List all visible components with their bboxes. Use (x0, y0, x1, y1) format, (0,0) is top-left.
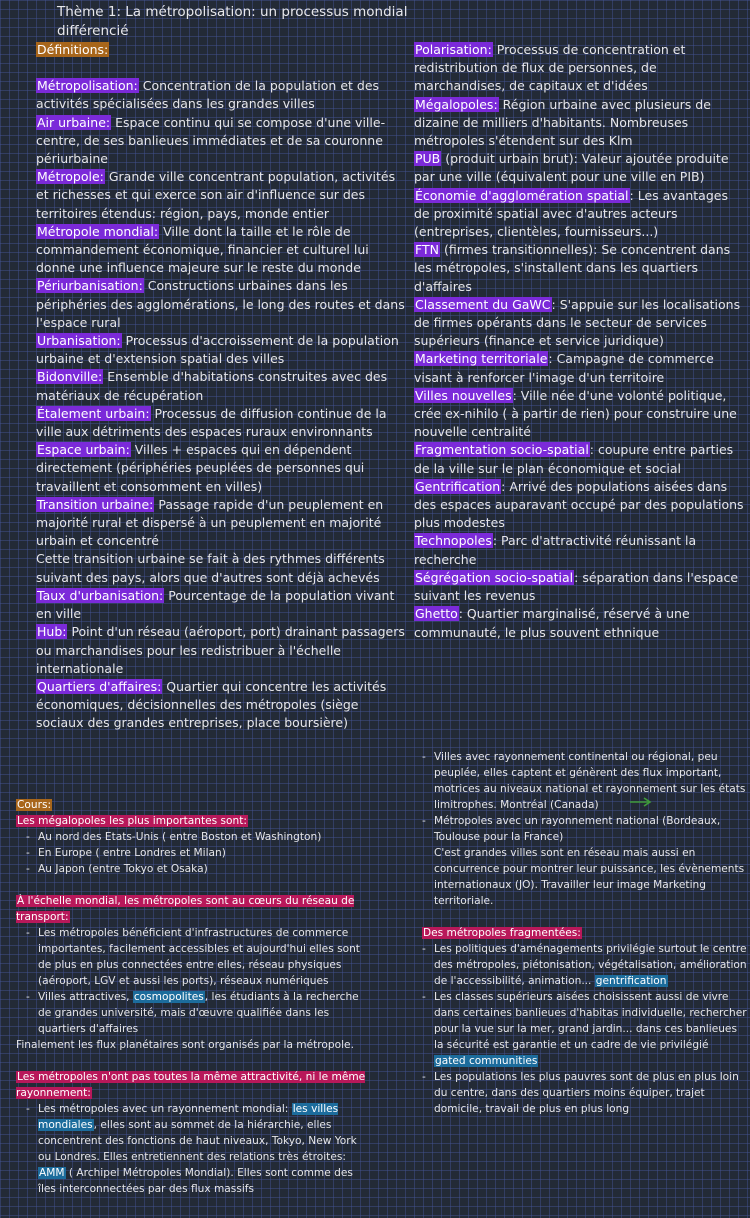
definition-item (414, 241, 746, 296)
definition-text: Espace continu qui se compose d'une ville-centre, de ses banlieues immédiates et de sa couronne périurbaine (36, 114, 386, 167)
definition-item (36, 77, 406, 113)
definition-text: : S'appuie sur les localisations de firmes opérants dans le secteur de services supérieurs (finance et service juridique) (414, 296, 741, 349)
definitions-label-text: Définitions: (37, 42, 109, 57)
definition-term: Technopoles (415, 533, 492, 549)
definition-text: : séparation dans l'espace suivant les revenus (414, 569, 739, 604)
keyword-cosmopolites: cosmopolites (133, 991, 204, 1003)
definition-text: (produit urbain brut): Valeur ajoutée produite par une ville (équivalent pour une ville en PIB) (414, 151, 729, 185)
definition-term: Fragmentation socio-spatial (415, 442, 589, 458)
definition-item (414, 569, 746, 605)
definition-text: : coupure entre parties de la ville sur le plan économique et social (414, 442, 734, 476)
list-item: - En Europe ( entre Londres et Milan) (16, 845, 371, 861)
definition-term: Classement du GaWC (415, 296, 551, 312)
definition-term: Bidonville: (37, 369, 103, 385)
definition-item (36, 332, 406, 368)
definition-item (36, 223, 406, 278)
definitions-right-column (414, 41, 746, 642)
list-item: - Villes avec rayonnement continental ou régional, peu peuplée, elles captent et génèrent des flux important, motrices au niveaux national et rayonnement sur les états limitrophes. Montréal (Canada) (412, 749, 748, 813)
definition-item (36, 114, 406, 169)
definition-term: Métropole mondial: (37, 223, 159, 239)
definition-text: Processus de concentration et redistribution de flux de personnes, de marchandises, de capitaux et d'idées (414, 42, 686, 94)
right-arrow-icon (630, 797, 654, 807)
definition-term: Espace urbain: (37, 442, 130, 458)
definition-text: : Quartier marginalisé, réservé à une communauté, le plus souvent ethnique (414, 606, 690, 640)
keyword-gentrification: gentrification (595, 975, 667, 987)
text-segment: Métropoles avec un rayonnement national (Bordeaux, Toulouse pour la France) (434, 815, 721, 843)
definition-item (36, 168, 406, 223)
list-item: - Au nord des Etats-Unis ( entre Boston et Washington) (16, 829, 371, 845)
list-item (412, 941, 748, 989)
definition-text: Ensemble d'habitations construites avec des matériaux de récupération (36, 369, 388, 403)
definition-text: Région urbaine avec plusieurs de dizaine de milliers d'habitants. Nombreuses métropoles s'étendent sur des Klm (414, 96, 711, 149)
definition-text: Point d'un réseau (aéroport, port) drainant passagers ou marchandises pour les redistribuer à l'échelle internationale (36, 624, 405, 676)
megalopoles-heading-text: Les mégalopoles les plus importantes sont: (17, 815, 247, 827)
definition-term: PUB (415, 151, 441, 167)
definition-term: Métropole: (37, 169, 104, 185)
text-segment: , les étudiants à la recherche de grandes université, mais d'œuvre qualifiée dans les quartiers d'affaires (38, 991, 359, 1035)
definition-text: Constructions urbaines dans les périphéries des agglomérations, le long des routes et dans l'espace rural (36, 278, 405, 330)
definition-text: Pourcentage de la population vivant en ville (36, 587, 395, 622)
definition-term: Taux d'urbanisation: (37, 587, 164, 603)
definition-item (414, 150, 746, 186)
megalopoles-heading (16, 813, 371, 829)
text-segment: , elles sont au sommet de la hiérarchie, elles concentrent des fonctions de haut niveaux, Tokyo, New York ou Londres. Elles entretiennent des relations très étroites: (38, 1119, 357, 1163)
attractivite-heading-text: Les métropoles n'ont pas toutes la même attractivité, ni le même rayonnement: (16, 1071, 366, 1099)
definition-term: Hub: (37, 624, 67, 640)
definition-item (414, 296, 746, 351)
definition-term: Transition urbaine: (37, 496, 154, 512)
definition-item (414, 187, 746, 242)
definition-item (36, 550, 406, 586)
definition-item (414, 96, 746, 151)
reseau-list (16, 925, 371, 1037)
definition-item (36, 277, 406, 332)
definition-text: Passage rapide d'un peuplement en majorité rural et dispersé à un peuplement en majorité urbain et concentré (36, 496, 384, 549)
definition-term: Polarisation: (415, 42, 492, 57)
definition-text: : Parc d'attractivité réunissant la recherche (414, 533, 697, 567)
list-item: - Les métropoles bénéficient d'infrastructures de commerce importantes, facilement accessibles et aujourd'hui elles sont de plus en plus connectées entre elles, réseau physiques (aéroport, LGV et aussi les ports), réseaux numériques (16, 925, 371, 989)
definition-text: Quartier qui concentre les activités économiques, décisionnelles des métropoles (siège sociaux des grandes entreprises, place boursière) (36, 678, 387, 731)
left-definitions-list (36, 77, 406, 732)
reseau-heading-text: À l'échelle mondial, les métropoles sont au cœurs du réseau de transport: (16, 895, 355, 923)
fragmentees-heading (412, 925, 748, 941)
fragmentees-list (412, 941, 748, 1117)
rayonnement-list (412, 749, 748, 909)
text-segment: Villes attractives, (38, 991, 133, 1003)
definition-term: Étalement urbain: (37, 405, 150, 421)
definition-term: Ghetto (415, 606, 458, 622)
definition-text: Ville dont la taille et le rôle de commandement économique, financier et culturel lui donne une influence majeure sur le reste du monde (36, 223, 369, 276)
text-segment: Les métropoles avec un rayonnement mondial: (38, 1103, 292, 1115)
definition-item (414, 605, 746, 641)
attractivite-heading (16, 1069, 371, 1101)
definition-text: Processus de diffusion continue de la ville aux détriments des espaces ruraux environnants (36, 405, 387, 440)
definition-text: : Ville née d'une volonté politique, crée ex-nihilo ( à partir de rien) pour construire une nouvelle centralité (414, 387, 737, 440)
right-definitions-list (414, 41, 746, 642)
definition-item (414, 350, 746, 386)
definition-item (36, 623, 406, 678)
definition-text: Villes + espaces qui en dépendent directement (périphéries peuplées de personnes qui travaillent et consomment en villes) (36, 442, 365, 494)
definition-term: Périurbanisation: (37, 278, 143, 294)
attractivite-list (16, 1101, 371, 1197)
definition-item (414, 387, 746, 442)
definition-item (36, 587, 406, 623)
list-item (412, 813, 748, 909)
text-segment: Les politiques d'aménagements privilégie surtout le centre des métropoles, piétonisation, végétalisation, amélioration de l'accessibilité, animation... (434, 943, 747, 987)
definition-term: Urbanisation: (37, 333, 121, 349)
reseau-heading (16, 893, 371, 925)
text-segment: C'est grandes villes sont en réseau mais aussi en concurrence pour montrer leur puissance, les évènements internationaux (JO). Travailler leur image Marketing territoriale. (434, 847, 745, 907)
definition-text: : Les avantages de proximité spatial avec d'autres acteurs (entreprises, clientèles, fournisseurs...) (414, 187, 728, 240)
list-item (16, 1101, 371, 1197)
definition-term: Marketing territoriale (415, 351, 548, 367)
text-segment: ( Archipel Métropoles Mondial). Elles sont comme des îles interconnectées par des flux massifs (38, 1167, 353, 1195)
definition-item (414, 441, 746, 477)
definition-item (414, 532, 746, 568)
text-segment: Les classes supérieurs aisées choisissent aussi de vivre dans certaines banlieues d'habitas individuelle, rechercher pour la vue sur la mer, grand jardin... dans ces banlieues la sécurité est garantie et un cadre de vie privilégié (434, 991, 747, 1051)
definition-term: Villes nouvelles (415, 387, 512, 403)
definition-item (36, 678, 406, 733)
list-item: - Les populations les plus pauvres sont de plus en plus loin du centre, dans des quartiers moins équiper, trajet domicile, travail de plus en plus long (412, 1069, 748, 1117)
definition-item (36, 496, 406, 551)
definition-item (36, 441, 406, 496)
definition-text: : Campagne de commerce visant à renforcer l'image d'un territoire (414, 351, 714, 385)
cours-right-column (412, 749, 748, 1117)
definition-text: Grande ville concentrant population, activités et richesses et qui exerce son air d'influence sur des territoires étendus: région, pays, monde entier (36, 169, 396, 221)
keyword-amm: AMM (39, 1167, 65, 1179)
keyword-villes-mondiales: les villes mondiales (38, 1103, 339, 1131)
definitions-left-column (36, 41, 406, 733)
definition-term: Mégalopoles: (415, 96, 498, 112)
definition-text: (firmes transitionnelles): Se concentrent dans les métropoles, s'installent dans les quartiers d'affaires (414, 242, 731, 294)
definition-item (36, 405, 406, 441)
flux-line: Finalement les flux planétaires sont organisés par la métropole. (16, 1039, 354, 1051)
cours-label-text: Cours: (17, 799, 52, 811)
cours-left-column (16, 797, 371, 1197)
definition-term: Économie d'agglomération spatial (415, 187, 629, 203)
list-item (412, 989, 748, 1069)
definition-text: : Arrivé des populations aisées dans des espaces auparavant occupé par des populations plus modestes (414, 478, 744, 531)
definition-item (414, 478, 746, 533)
definitions-label (36, 41, 406, 59)
page-title: Thème 1: La métropolisation: un processus mondial différencié (57, 4, 408, 39)
definition-term: Métropolisation: (37, 78, 138, 94)
megalopoles-list (16, 829, 371, 877)
keyword-gated-communities: gated communities (435, 1055, 538, 1067)
definition-item (36, 368, 406, 404)
definition-term: FTN (415, 242, 439, 258)
list-item (16, 989, 371, 1037)
list-item: - Au Japon (entre Tokyo et Osaka) (16, 861, 371, 877)
definition-term: Quartiers d'affaires: (37, 678, 162, 694)
definition-text: Concentration de la population et des activités spécialisées dans les grandes villes (36, 78, 380, 112)
definition-term: Gentrification (415, 478, 501, 494)
definition-term: Air urbaine: (37, 114, 111, 130)
definition-term: Ségrégation socio-spatial (415, 569, 574, 585)
definition-item (414, 41, 746, 96)
fragmentees-heading-text: Des métropoles fragmentées: (423, 927, 581, 939)
cours-label (16, 797, 371, 813)
definition-text: Cette transition urbaine se fait à des rythmes différents suivant des pays, alors que d'autres sont déjà achevés (36, 551, 385, 585)
definition-text: Processus d'accroissement de la population urbaine et d'extension spatial des villes (36, 333, 399, 367)
